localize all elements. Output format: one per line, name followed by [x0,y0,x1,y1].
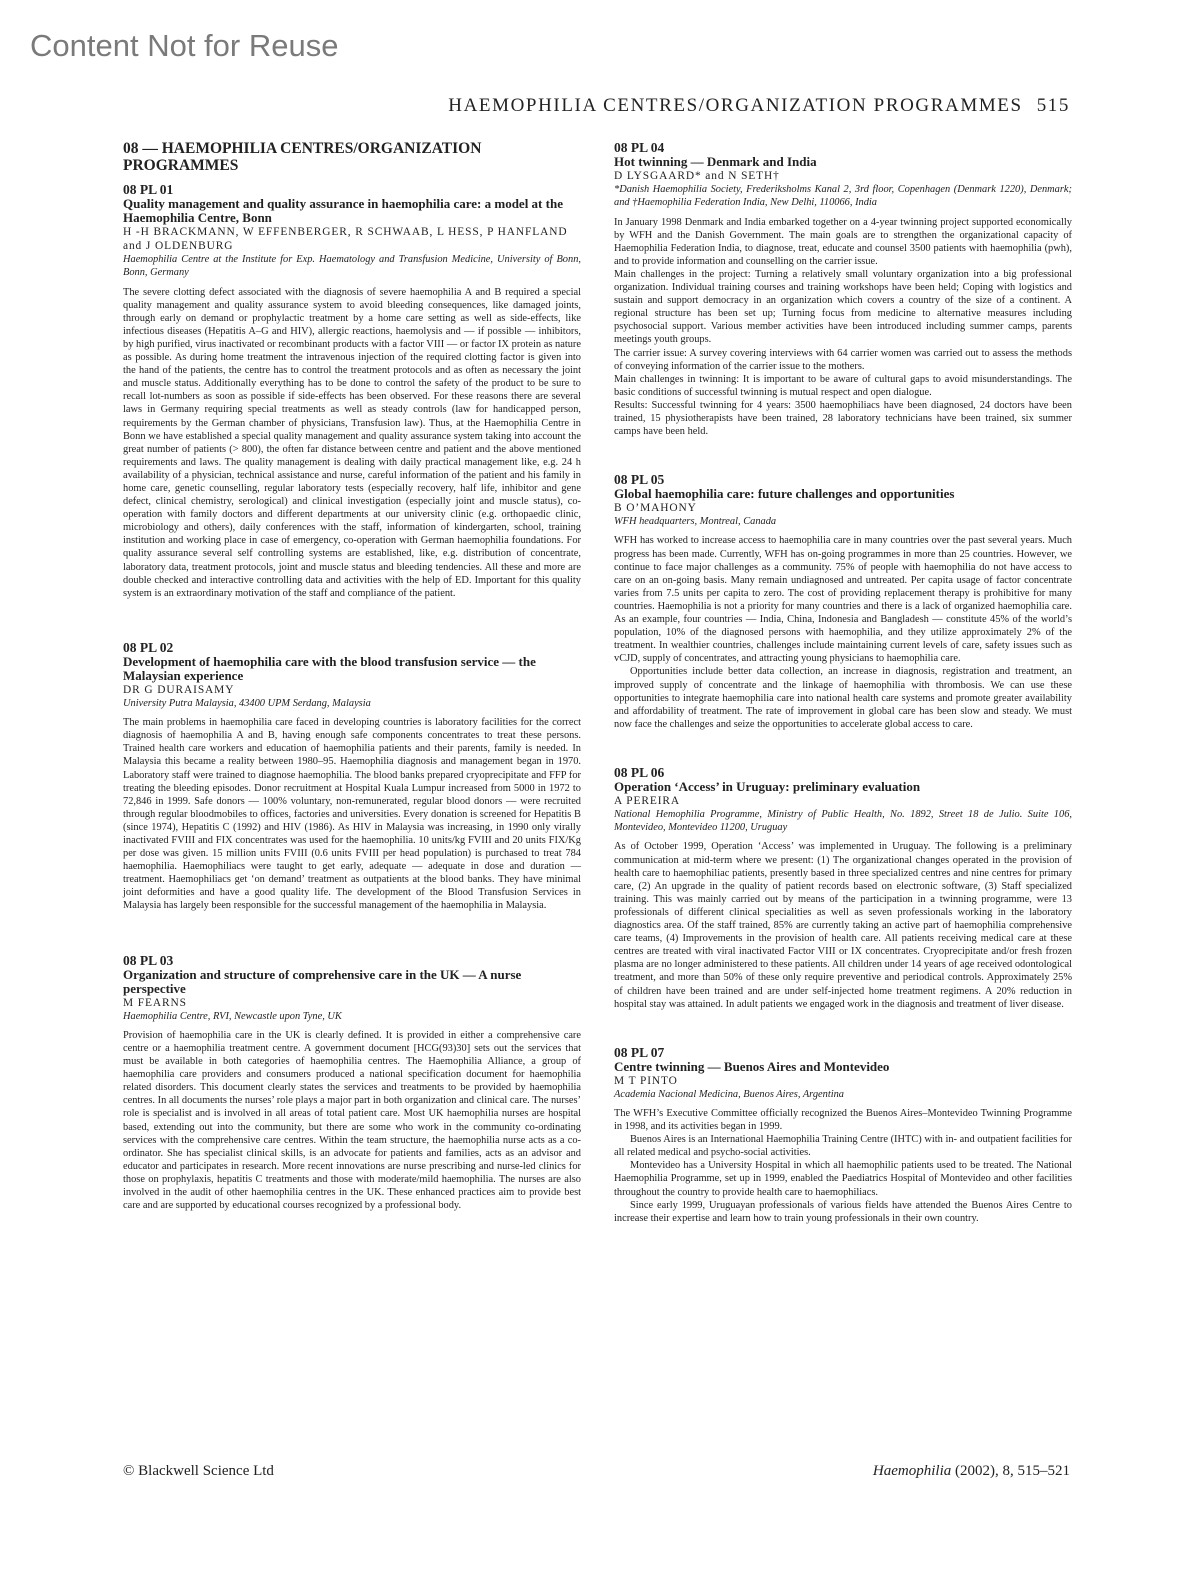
running-head-title: HAEMOPHILIA CENTRES/ORGANIZATION PROGRAMMES [448,95,1023,116]
abstract-08-pl-07 [614,1045,1072,1225]
abstract-paragraph: Buenos Aires is an International Haemophilia Training Centre (IHTC) with in- and outpatient facilities for all related medical and psycho-social activities. [614,1134,1072,1159]
abstract-title: Development of haemophilia care with the blood transfusion service — the Malaysian experience [123,653,536,683]
citation-details: (2002), 8, 515–521 [955,1463,1070,1479]
abstract-08-pl-04 [614,140,1072,438]
page-number: 515 [1036,95,1070,116]
abstract-body [614,534,1072,730]
abstract-id: 08 PL 02 [123,639,174,655]
abstract-body [123,286,581,600]
abstract-paragraph: As of October 1999, Operation ‘Access’ was implemented in Uruguay. The following is a preliminary communication at mid-term where we present: (1) The organizational changes operated in the provision of health care to haemophiliac patients, presently based in three specialized centres and nine centres for primary care, (2) An upgrade in the quality of patient records based on electronic software, (3) Staff specialized training. This was mainly carried out by means of the participation in a twinning programme, were 13 professionals of different clinical specialities as well as seven professionals working in the laboratory diagnostics area. Of the staff trained, 85% are currently taking an active part of haemophilia comprehensive care teams, (4) Improvements in the provision of health care. All patients receiving medical care at these centres are treated with viral inactivated Factor VIII or IX concentrates. Cryoprecipitate and/or fresh frozen plasma are no longer administered to these patients. All children under 14 years of age received odontological treatment, and more than 50% of these only require preventive and periodical controls. Approximately 25% of children have been trained and are under self-injected home treatment regimens. A 20% reduction in hospital stay was attained. In adult patients we engaged work in the diagnosis and treatment of liver disease. [614,841,1072,1010]
abstract-id: 08 PL 06 [614,764,665,780]
abstract-title: Global haemophilia care: future challenges and opportunities [614,486,955,502]
abstract-title: Centre twinning — Buenos Aires and Montevideo [614,1058,890,1074]
abstract-body [614,1107,1072,1225]
abstract-authors: A PEREIRA [614,794,681,807]
abstract-authors: H -H BRACKMANN, W EFFENBERGER, R SCHWAAB, L HESS, P HANFLAND and J OLDENBURG [123,226,568,252]
abstract-paragraph: Main challenges in twinning: It is important to be aware of cultural gaps to avoid misunderstandings. The basic conditions of successful twinning is mutual respect and open dialogue. [614,373,1072,398]
abstract-paragraph: Provision of haemophilia care in the UK is clearly defined. It is provided in either a comprehensive care centre or a haemophilia treatment centre. A government document [HCG(93)30] sets out the services that must be available in both categories of haemophilia centres. The Haemophilia Alliance, a group of haemophilia care providers and consumers produced a national specification document for haemophilia related disorders. This document clearly states the services and treatments to be provided by haemophilia centres. In all documents the nurses’ role plays a major part in both organization and clinical care. The nurses’ role is specialist and is involved in all areas of total patient care. Most UK haemophilia nurses are hospital based, extending out into the community, but there are some who work in the community co-ordinating services with the comprehensive care centres. Within the team structure, the haemophilia nurse acts as a co-ordinator. She has specialist clinical skills, is an advocate for patients and families, acts as an advisor and educator and participates in research. More recent innovations are nurse prescribing and nurse-led clinics for those on prophylaxis, hepatitis C treatments and those with moderate/mild haemophilia. The nurses are also involved in the audit of other haemophilia centres in the UK. These enhanced practices aim to provide best care and are supported by educational courses recognized by a professional body. [123,1029,581,1212]
abstract-affiliation: *Danish Haemophilia Society, Frederiksholms Kanal 2, 3rd floor, Copenhagen (Denmark 1220), Denmark; and †Haemophilia Federation India, New Delhi, 110066, India [614,184,1072,209]
abstract-paragraph: The carrier issue: A survey covering interviews with 64 carrier women was carried out to assess the methods of conveying information of the carrier issue to the mothers. [614,347,1072,372]
abstract-title: Quality management and quality assurance in haemophilia care: a model at the Haemophilia Centre, Bonn [123,196,563,225]
abstract-paragraph: The WFH’s Executive Committee officially recognized the Buenos Aires–Montevideo Twinning Programme in 1998, and its activities began in 1999. [614,1108,1072,1133]
abstract-08-pl-03 [123,953,581,1213]
abstract-08-pl-06 [614,765,1072,1011]
abstract-affiliation: Haemophilia Centre at the Institute for Exp. Haematology and Transfusion Medicine, University of Bonn, Bonn, Germany [123,254,581,279]
watermark: Content Not for Reuse [30,28,339,63]
footer-citation [873,1463,1070,1480]
running-head [448,95,1070,117]
abstract-authors: B O’MAHONY [614,502,697,515]
abstract-body [123,716,581,912]
abstract-paragraph: WFH has worked to increase access to haemophilia care in many countries over the past several years. Much progress has been made. Currently, WFH has on-going programmes in more than 25 countries. However, we continue to face major challenges as a community. 75% of people with haemophilia do not have access to care on an on-going basis. Many remain undiagnosed and untreated. Per capita usage of factor concentrate varies from 7.5 units per capita to zero. The cost of providing replacement therapy is prohibitive for many countries. Haemophilia is not a priority for many countries and there is a lack of organized haemophilia care. As an example, four countries — India, China, Indonesia and Bangladesh — constitute 45% of the world’s population, 10% of the diagnosed persons with haemophilia, and they utilize approximately 2% of the treatment. In wealthier countries, challenges include maintaining current levels of care, safety issues such as vCJD, supply of concentrates, and attracting young physicians to haemophilia care. [614,535,1072,665]
abstract-affiliation: National Hemophilia Programme, Ministry of Public Health, No. 1892, Street 18 de Julio. Suite 106, Montevideo, Montevideo 11200, Uruguay [614,808,1072,834]
abstract-id: 08 PL 07 [614,1044,665,1060]
abstract-title: Operation ‘Access’ in Uruguay: preliminary evaluation [614,778,921,794]
abstract-08-pl-01 [123,182,581,600]
abstract-id: 08 PL 04 [614,140,665,155]
abstract-title: Organization and structure of comprehensive care in the UK — A nurse perspective [123,966,522,996]
abstract-body [614,216,1072,439]
abstract-paragraph: The main problems in haemophilia care faced in developing countries is laboratory facilities for the correct diagnosis of haemophilia A and B, having enough safe components concentrates to treat these persons. Trained health care workers and education of haemophilia patients and their parents, family is needed. In Malaysia this became a reality between 1980–95. Haemophilia diagnosis and management began in 1970. Laboratory staff were trained to diagnose haemophilia. The blood banks prepared cryoprecipitate and FFP for treating the bleeding episodes. Donor recruitment at Hospital Kuala Lumpur increased from 5000 in 1972 to 72,846 in 1999. Safe donors — 100% voluntary, non-remunerated, regular blood donors — were recruited through regular bloodmobiles to offices, factories and universities. Every donation is screened for Hepatitis B (since 1974), Hepatitis C (1992) and HIV (1986). As HIV in Malaysia was increasing, in 1990 only virally inactivated FVIII and FIX concentrates was used for the haemophilia. 10 units/kg FVIII and 20 units FIX/Kg per dose was given. 15 million units FVIII (0.6 units FVIII per head population) is purchased to treat 784 haemophilia. Haemophiliacs were taught to get early, adequate — adequate in dose and duration — treatment. Haemophiliacs get ‘on demand’ treatment as outpatients at the blood banks. They have minimal joint deformities and have a good quality life. The development of the Blood Transfusion Services in Malaysia has largely been responsible for the successful management of the haemophilia in Malaysia. [123,717,581,912]
abstract-paragraph: Results: Successful twinning for 4 years: 3500 haemophiliacs have been diagnosed, 24 doctors have been trained, 15 physiotherapists have been trained, 28 laboratory technicians have been trained, six summer camps have been held. [614,399,1072,438]
abstract-08-pl-02 [123,640,581,913]
abstract-08-pl-05 [614,472,1072,731]
abstract-body [614,840,1072,1010]
abstract-paragraph: Opportunities include better data collection, an increase in diagnosis, registration and treatment, an improved supply of concentrate and the linkage of haemophilia with thrombosis. We can use these opportunities to integrate haemophilia care into national health care systems and promote greater availability and affordability of treatment. The rate of improvement in global care has been slow and steady. We must now face the challenges and seize the opportunities to accelerate global access to care. [614,666,1072,730]
abstract-authors: DR G DURAISAMY [123,683,235,696]
abstract-paragraph: In January 1998 Denmark and India embarked together on a 4-year twinning project supported economically by WFH and the Danish Government. The main goals are to strengthen the organizational capacity of Haemophilia Federation India, to diagnose, treat, educate and counsel 3500 patients with haemophilia (pwh), and to provide information and counselling on the carrier issue. [614,216,1072,267]
abstract-id: 08 PL 03 [123,952,174,968]
abstract-authors: M T PINTO [614,1074,678,1087]
left-column [123,140,581,1212]
abstract-affiliation: University Putra Malaysia, 43400 UPM Serdang, Malaysia [123,697,371,709]
abstract-paragraph: Main challenges in the project: Turning a relatively small voluntary organization into a big professional organization. Individual training courses and training workshops have been held; Coping with logistics and sustain and support democracy in an organization which covers a country of the size of a continent. A regional structure has been set up; Turning focus from medicine to alternative measures including psychosocial support. Various member activities have been introduced including summer camps, parents meetings youth groups. [614,268,1072,346]
abstract-affiliation: WFH headquarters, Montreal, Canada [614,516,777,528]
abstract-authors: D LYSGAARD* and N SETH† [614,170,780,182]
abstract-paragraph: Since early 1999, Uruguayan professionals of various fields have attended the Buenos Aires Centre to increase their expertise and learn how to train young professionals in their own country. [614,1199,1072,1224]
abstract-authors: M FEARNS [123,996,187,1009]
abstract-affiliation: Haemophilia Centre, RVI, Newcastle upon Tyne, UK [123,1010,342,1022]
abstract-id: 08 PL 01 [123,182,174,197]
abstract-affiliation: Academia Nacional Medicina, Buenos Aires, Argentina [614,1088,844,1100]
abstract-title: Hot twinning — Denmark and India [614,154,817,169]
journal-name: Haemophilia [872,1463,952,1479]
right-column [614,140,1072,1225]
abstract-id: 08 PL 05 [614,472,665,488]
footer-copyright: © Blackwell Science Ltd [123,1463,274,1479]
abstract-paragraph: The severe clotting defect associated with the diagnosis of severe haemophilia A and B required a special quality management and quality assurance system to avoid bleeding consequences, like damaged joints, through early on demand or prophylactic treatment by a home care setting as well as side-effects, like infectious diseases (Hepatitis A–G and HIV), allergic reactions, haemolysis and — if possible — inhibitors, by high purified, virus inactivated or recombinant products with a factor VIII — or factor IX protein as nature as possible. As during home treatment the intravenous injection of the required clotting factor is given into the hand of the patients, the centre has to control the treatment protocols and as often as necessary the joint and muscle status. Additionally everything has to be done to control the safety of the product to be sure to recall lot-numbers as soon as possible if side-effects has been observed. For these reasons there are several laws in Germany requiring special treatments as well as steady controls (law for handicapped person, requirements by the German chamber of physicians, Transfusion law). Thus, at the Haemophilia Centre in Bonn we have established a special quality management and quality assurance system taking into account the great number of patients (> 800), the often far distance between centre and patient and the above mentioned requirements and laws. The quality management is dealing with daily practical management like, e.g. 24 h availability of a physician, technical assistance and nurse, careful information of the patient and his family in home care, genetic counselling, regular laboratory tests (especially recovery, half life, inhibitor and gene defect, clinical chemistry, serological) and clinical investigation (especially joint and muscle status), co-operation with family doctors and different departments at our university clinic (e.g. orthopaedic clinic, microbiology and others), daily conferences with the staff, information of kindergarten, school, training institution and working place in case of emergency, co-operation with German haemophilia foundations. For quality assurance several self controlling systems are established, like, e.g. distribution of concentrate, laboratory data, treatment protocols, joint and muscle status and bleeding tendencies. All these and more are double checked and interactive controlling data and activities with the help of ED. Important for this quality system is an extraordinary motivation of the staff and compliance of the patient. [123,286,581,599]
abstract-body [123,1029,581,1212]
abstract-paragraph: Montevideo has a University Hospital in which all haemophilic patients used to be treated. The National Haemophilia Programme, set up in 1999, enabled the Paediatrics Hospital of Montevideo and other facilities throughout the country to provide health care to haemophiliacs. [614,1160,1072,1198]
section-title: 08 — HAEMOPHILIA CENTRES/ORGANIZATION PROGRAMMES [123,140,482,174]
